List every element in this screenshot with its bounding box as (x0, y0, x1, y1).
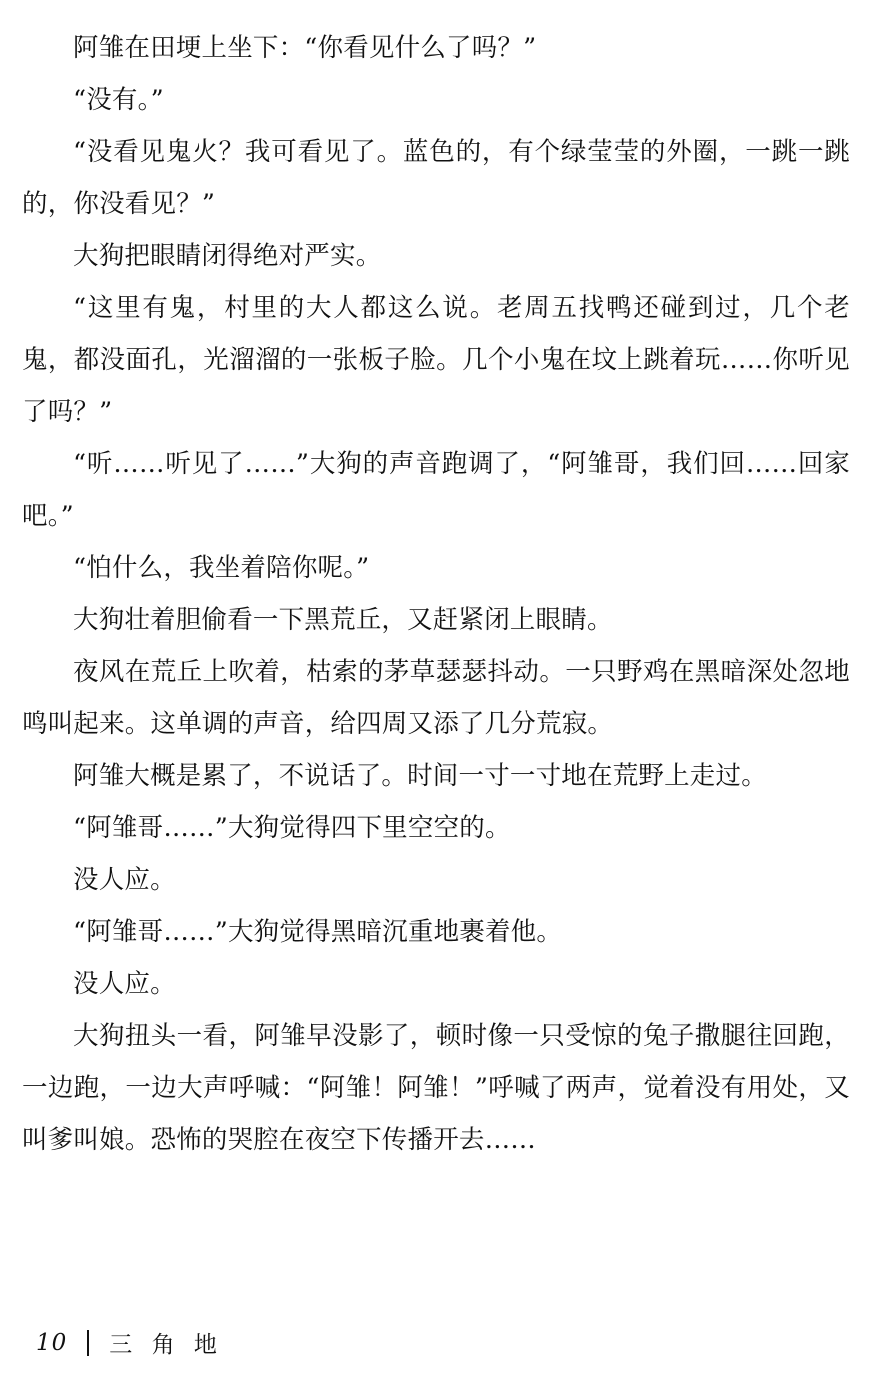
paragraph: “听……听见了……”大狗的声音跑调了，“阿雏哥，我们回……回家吧。” (22, 449, 850, 531)
paragraph: 大狗把眼睛闭得绝对严实。 (73, 241, 382, 271)
paragraph: 大狗扭头一看，阿雏早没影了，顿时像一只受惊的兔子撒腿往回跑，一边跑，一边大声呼喊：“阿雏！阿雏！”呼喊了两声，觉着没有用处，又叫爹叫娘。恐怖的哭腔在夜空下传播开去…… (22, 1021, 850, 1155)
paragraph: 阿雏在田埂上坐下：“你看见什么了吗？” (73, 33, 537, 63)
paragraph: 没人应。 (73, 969, 176, 999)
paragraph: 没人应。 (73, 865, 176, 895)
paragraph: “怕什么，我坐着陪你呢。” (73, 553, 370, 583)
paragraph: 夜风在荒丘上吹着，枯索的茅草瑟瑟抖动。一只野鸡在黑暗深处忽地鸣叫起来。这单调的声音，给四周又添了几分荒寂。 (22, 657, 850, 739)
paragraph: 阿雏大概是累了，不说话了。时间一寸一寸地在荒野上走过。 (73, 761, 767, 791)
body-text-block (22, 22, 850, 1166)
book-title: 三 角 地 (109, 1332, 223, 1358)
page-footer (36, 1326, 223, 1359)
paragraph: “阿雏哥……”大狗觉得四下里空空的。 (73, 813, 511, 843)
page-number: 10 (36, 1329, 68, 1356)
paragraph: “没看见鬼火？我可看见了。蓝色的，有个绿莹莹的外圈，一跳一跳的，你没看见？” (22, 137, 850, 219)
footer-divider (87, 1330, 89, 1356)
paragraph: 大狗壮着胆偷看一下黑荒丘，又赶紧闭上眼睛。 (73, 605, 613, 635)
paragraph: “阿雏哥……”大狗觉得黑暗沉重地裹着他。 (73, 917, 563, 947)
paragraph: “没有。” (73, 85, 164, 115)
paragraph: “这里有鬼，村里的大人都这么说。老周五找鸭还碰到过，几个老鬼，都没面孔，光溜溜的一张板子脸。几个小鬼在坟上跳着玩……你听见了吗？” (22, 293, 850, 427)
